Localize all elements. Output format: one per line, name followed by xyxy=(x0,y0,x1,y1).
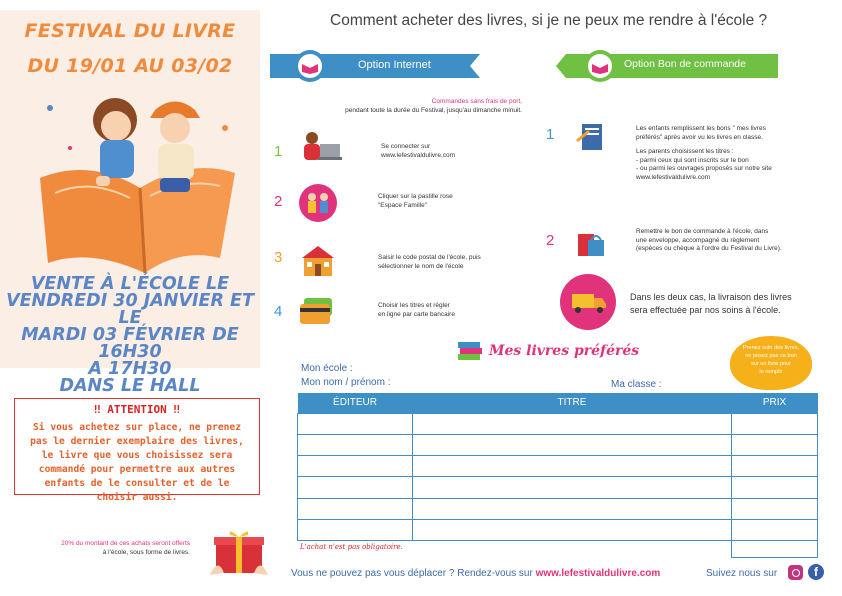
text-line: Les enfants remplissent les bons " mes livres xyxy=(636,125,766,132)
delivery-truck-icon xyxy=(560,274,616,330)
follow-text: Suivez nous sur xyxy=(706,568,778,579)
order-table xyxy=(297,393,818,541)
festival-poster xyxy=(0,10,260,396)
text-line: "Espace Famille" xyxy=(378,201,428,209)
books-stack-icon xyxy=(456,338,484,364)
coupon-step-text xyxy=(636,228,782,254)
text-line: - parmi ceux qui sont inscrits sur le bon xyxy=(636,156,749,164)
footer-text xyxy=(291,568,660,579)
children-reading-illustration xyxy=(30,88,240,278)
table-row xyxy=(298,413,818,434)
title-cell[interactable] xyxy=(413,434,732,455)
title-cell[interactable] xyxy=(413,413,732,434)
table-row xyxy=(298,519,818,540)
internet-step-number: 4 xyxy=(274,303,283,320)
internet-note xyxy=(320,98,522,115)
price-cell[interactable] xyxy=(732,413,818,434)
disclaimer: L'achat n'est pas obligatoire. xyxy=(300,543,403,551)
text-line: www.lefestivaldulivre.com xyxy=(381,151,456,159)
title-cell[interactable] xyxy=(413,456,732,477)
text-line: sur un livre pour xyxy=(750,361,792,367)
text-line: en ligne par carte bancaire xyxy=(378,310,455,318)
sale-line: A 17H30 xyxy=(88,359,172,379)
text-line: Saisir le code postal de l'école, puis xyxy=(378,254,481,261)
coupon-step-number: 2 xyxy=(546,232,555,249)
offer-line-1: 20% du montant de ces achats seront offerts xyxy=(61,540,190,547)
price-cell[interactable] xyxy=(732,456,818,477)
text-line: www.lefestivaldulivre.com xyxy=(636,173,711,181)
sale-line: VENDREDI 30 JANVIER ET LE xyxy=(6,291,254,328)
internet-step-number: 2 xyxy=(274,193,283,210)
delivery-text xyxy=(630,291,792,317)
form-heading: Mes livres préférés xyxy=(489,343,640,359)
internet-step-text xyxy=(381,143,455,160)
form-writing-icon xyxy=(574,120,608,152)
price-cell[interactable] xyxy=(732,434,818,455)
editor-cell[interactable] xyxy=(298,413,413,434)
sale-line: VENTE À L'ÉCOLE LE xyxy=(30,274,230,294)
internet-step-text xyxy=(378,302,455,319)
text-line: Cliquer sur la pastille rose xyxy=(378,193,453,200)
sale-line: DANS LE HALL xyxy=(59,376,201,396)
poster-title: FESTIVAL DU LIVRE xyxy=(24,20,236,42)
table-header-row xyxy=(298,393,818,413)
coupon-step-number: 1 xyxy=(546,126,555,143)
instagram-icon[interactable] xyxy=(788,565,803,580)
text-line: ne posez pas ce bon xyxy=(745,353,797,359)
computer-user-icon xyxy=(298,130,346,162)
table-row xyxy=(298,434,818,455)
gift-icon xyxy=(210,527,268,577)
school-icon xyxy=(298,240,338,280)
editor-cell[interactable] xyxy=(298,434,413,455)
family-icon xyxy=(298,183,338,223)
text-line: sera effectuée par nos soins à l'école. xyxy=(630,305,781,315)
page-title: Comment acheter des livres, si je ne peux me rendre à l'école ? xyxy=(330,12,768,29)
offer-line-2: à l'école, sous forme de livres. xyxy=(102,548,190,556)
text-line: une enveloppe, accompagné du règlement xyxy=(636,236,760,244)
editor-cell[interactable] xyxy=(298,456,413,477)
credit-card-icon xyxy=(298,296,336,328)
internet-note-line-1: Commandes sans frais de port, xyxy=(431,98,522,105)
editor-cell[interactable] xyxy=(298,477,413,498)
internet-step-text xyxy=(378,254,481,271)
text-line: (espèces ou chèque à l'ordre du Festival du Livre). xyxy=(636,245,782,252)
internet-step-number: 3 xyxy=(274,249,283,266)
text-line: le remplir xyxy=(759,369,783,375)
facebook-icon[interactable]: f xyxy=(808,564,824,580)
poster-dates: DU 19/01 AU 03/02 xyxy=(27,55,233,77)
book-illustration xyxy=(40,168,235,273)
column-header-editor: ÉDITEUR xyxy=(298,393,413,413)
class-label: Ma classe : xyxy=(611,379,662,390)
table-row xyxy=(298,456,818,477)
text-line: sélectionner le nom de l'école xyxy=(378,262,464,270)
text-line: Les parents choisissent les titres : xyxy=(636,148,734,155)
footer-prefix: Vous ne pouvez pas vous déplacer ? Rendez-vous sur xyxy=(291,568,536,579)
text-line: Choisir les titres et régler xyxy=(378,302,450,309)
internet-label: Option Internet xyxy=(358,59,431,71)
internet-step-text xyxy=(378,193,453,210)
title-cell[interactable] xyxy=(413,519,732,540)
table-row xyxy=(298,498,818,519)
editor-cell[interactable] xyxy=(298,498,413,519)
title-cell[interactable] xyxy=(413,498,732,519)
envelope-bag-icon xyxy=(574,226,608,260)
school-label: Mon école : xyxy=(301,363,353,374)
text-line: Prenez soin des livres, xyxy=(742,345,800,351)
text-line: Remettre le bon de commande à l'école, dans xyxy=(636,228,769,235)
column-header-price: PRIX xyxy=(732,393,818,413)
table-row xyxy=(298,477,818,498)
text-line: - ou parmi les ouvrages proposés sur notre site xyxy=(636,165,772,172)
total-box[interactable] xyxy=(731,540,818,558)
text-line: préférés" après avoir vu les livres en classe. xyxy=(636,133,763,141)
offer-text xyxy=(30,540,190,557)
text-line: Se connecter sur xyxy=(381,143,431,150)
column-header-title: TITRE xyxy=(413,393,732,413)
coupon-label: Option Bon de commande xyxy=(624,58,746,70)
editor-cell[interactable] xyxy=(298,519,413,540)
attention-text: Si vous achetez sur place, ne prenez pas le dernier exemplaire des livres, le livre que vous choisissez sera commandé pour permettre aux autres enfants de le consulter et de le choisir aussi. xyxy=(30,422,244,503)
price-cell[interactable] xyxy=(732,477,818,498)
internet-note-line-2: pendant toute la durée du Festival, jusqu'au dimanche minuit. xyxy=(345,106,522,114)
text-line: Dans les deux cas, la livraison des livres xyxy=(630,292,792,302)
name-label: Mon nom / prénom : xyxy=(301,377,391,388)
sale-line: MARDI 03 FÉVRIER DE 16H30 xyxy=(21,325,239,362)
care-badge xyxy=(730,336,812,390)
attention-box xyxy=(14,398,260,503)
attention-title: ‼ ATTENTION ‼ xyxy=(93,403,181,416)
website-link[interactable]: www.lefestivaldulivre.com xyxy=(535,568,661,579)
price-cell[interactable] xyxy=(732,498,818,519)
coupon-step-text xyxy=(636,125,772,182)
price-cell[interactable] xyxy=(732,519,818,540)
title-cell[interactable] xyxy=(413,477,732,498)
internet-step-number: 1 xyxy=(274,143,283,160)
